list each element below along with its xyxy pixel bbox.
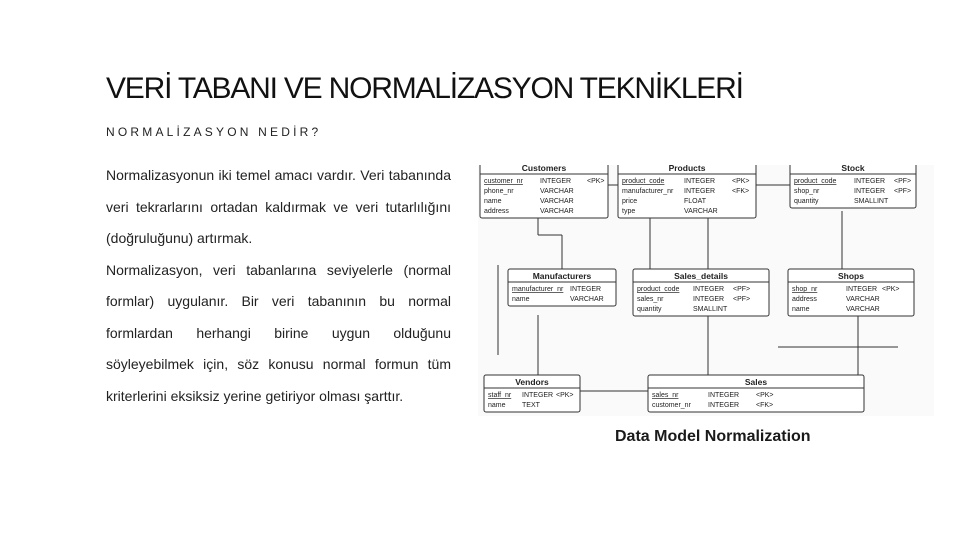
table-cell: VARCHAR: [540, 188, 574, 195]
table-products: [618, 165, 756, 218]
table-name: Manufacturers: [532, 271, 592, 281]
table-cell: sales_nr: [652, 392, 679, 399]
table-vendors: [484, 375, 580, 412]
table-cell: sales_nr: [637, 296, 664, 303]
table-cell: VARCHAR: [684, 208, 718, 215]
table-cell: INTEGER: [693, 286, 725, 293]
table-name: Sales: [744, 377, 768, 387]
table-cell: INTEGER: [522, 392, 554, 399]
table-cell: INTEGER: [693, 296, 725, 303]
table-cell: INTEGER: [540, 178, 572, 185]
table-cell: SMALLINT: [693, 306, 728, 313]
table-name: Sales_details: [674, 271, 728, 281]
table-cell: product_code: [622, 178, 665, 185]
table-cell: <FK>: [756, 402, 774, 409]
table-cell: INTEGER: [684, 188, 716, 195]
table-cell: TEXT: [522, 402, 540, 409]
table-cell: <PK>: [756, 392, 774, 399]
table-cell: shop_nr: [792, 286, 818, 293]
table-cell: <PF>: [733, 296, 751, 303]
paragraph-2: Normalizasyon, veri tabanlarına seviyelerle (normal formlar) uygulanır. Bir veri tabanının bu normal formlardan herhangi birine uygun olduğunu söyleyebilmek için, söz konusu normal formun tüm kriterlerini eksiksiz yerine getiriyor olması şarttır.: [106, 261, 451, 404]
table-manufacturers: [508, 269, 616, 306]
table-stock: [790, 165, 916, 208]
table-name: Products: [668, 165, 706, 173]
table-name: Shops: [838, 271, 864, 281]
table-cell: product_code: [794, 178, 837, 185]
table-cell: VARCHAR: [846, 296, 880, 303]
table-cell: address: [484, 208, 509, 215]
table-cell: INTEGER: [854, 188, 886, 195]
table-cell: name: [488, 402, 506, 409]
table-cell: <PF>: [894, 188, 912, 195]
table-cell: name: [512, 296, 530, 303]
table-cell: manufacturer_nr: [512, 286, 564, 293]
table-cell: VARCHAR: [570, 296, 604, 303]
table-cell: type: [622, 208, 636, 215]
table-cell: product_code: [637, 286, 680, 293]
table-cell: quantity: [637, 306, 662, 313]
table-cell: name: [484, 198, 502, 205]
table-cell: <PK>: [587, 178, 605, 185]
diagram-caption: Data Model Normalization: [615, 428, 811, 445]
table-cell: <PF>: [733, 286, 751, 293]
table-cell: customer_nr: [484, 178, 523, 185]
table-sales-details: [633, 269, 769, 316]
table-cell: INTEGER: [684, 178, 716, 185]
table-cell: staff_nr: [488, 392, 512, 399]
table-cell: INTEGER: [570, 286, 602, 293]
table-cell: VARCHAR: [540, 208, 574, 215]
table-shops: [788, 269, 914, 316]
table-cell: <FK>: [732, 188, 750, 195]
table-name: Vendors: [515, 377, 549, 387]
er-diagram-svg: [478, 165, 934, 416]
table-cell: <PK>: [732, 178, 750, 185]
slide-subtitle: NORMALİZASYON NEDİR?: [106, 125, 322, 139]
table-cell: phone_nr: [484, 188, 514, 195]
paragraph-1: Normalizasyonun iki temel amacı vardır. Veri tabanında veri tekrarlarını ortadan kaldırmak ve veri tutarlılığını (doğruluğunu) artırmak.: [106, 167, 451, 246]
table-cell: INTEGER: [846, 286, 878, 293]
slide-title: VERİ TABANI VE NORMALİZASYON TEKNİKLERİ: [106, 72, 743, 105]
body-text: [106, 160, 451, 412]
table-customers: [480, 165, 608, 218]
table-name: Customers: [521, 165, 567, 173]
table-sales: [648, 375, 864, 412]
table-cell: VARCHAR: [540, 198, 574, 205]
table-name: Stock: [841, 165, 865, 173]
table-cell: name: [792, 306, 810, 313]
table-cell: FLOAT: [684, 198, 707, 205]
table-cell: INTEGER: [708, 402, 740, 409]
table-cell: quantity: [794, 198, 819, 205]
table-cell: shop_nr: [794, 188, 820, 195]
table-cell: price: [622, 198, 638, 205]
table-cell: customer_nr: [652, 402, 691, 409]
table-cell: INTEGER: [708, 392, 740, 399]
table-cell: VARCHAR: [846, 306, 880, 313]
er-diagram: [478, 165, 934, 416]
table-cell: <PK>: [556, 392, 574, 399]
table-cell: manufacturer_nr: [622, 188, 674, 195]
table-cell: address: [792, 296, 817, 303]
table-cell: <PK>: [882, 286, 900, 293]
table-cell: SMALLINT: [854, 198, 889, 205]
table-cell: INTEGER: [854, 178, 886, 185]
table-cell: <PF>: [894, 178, 912, 185]
